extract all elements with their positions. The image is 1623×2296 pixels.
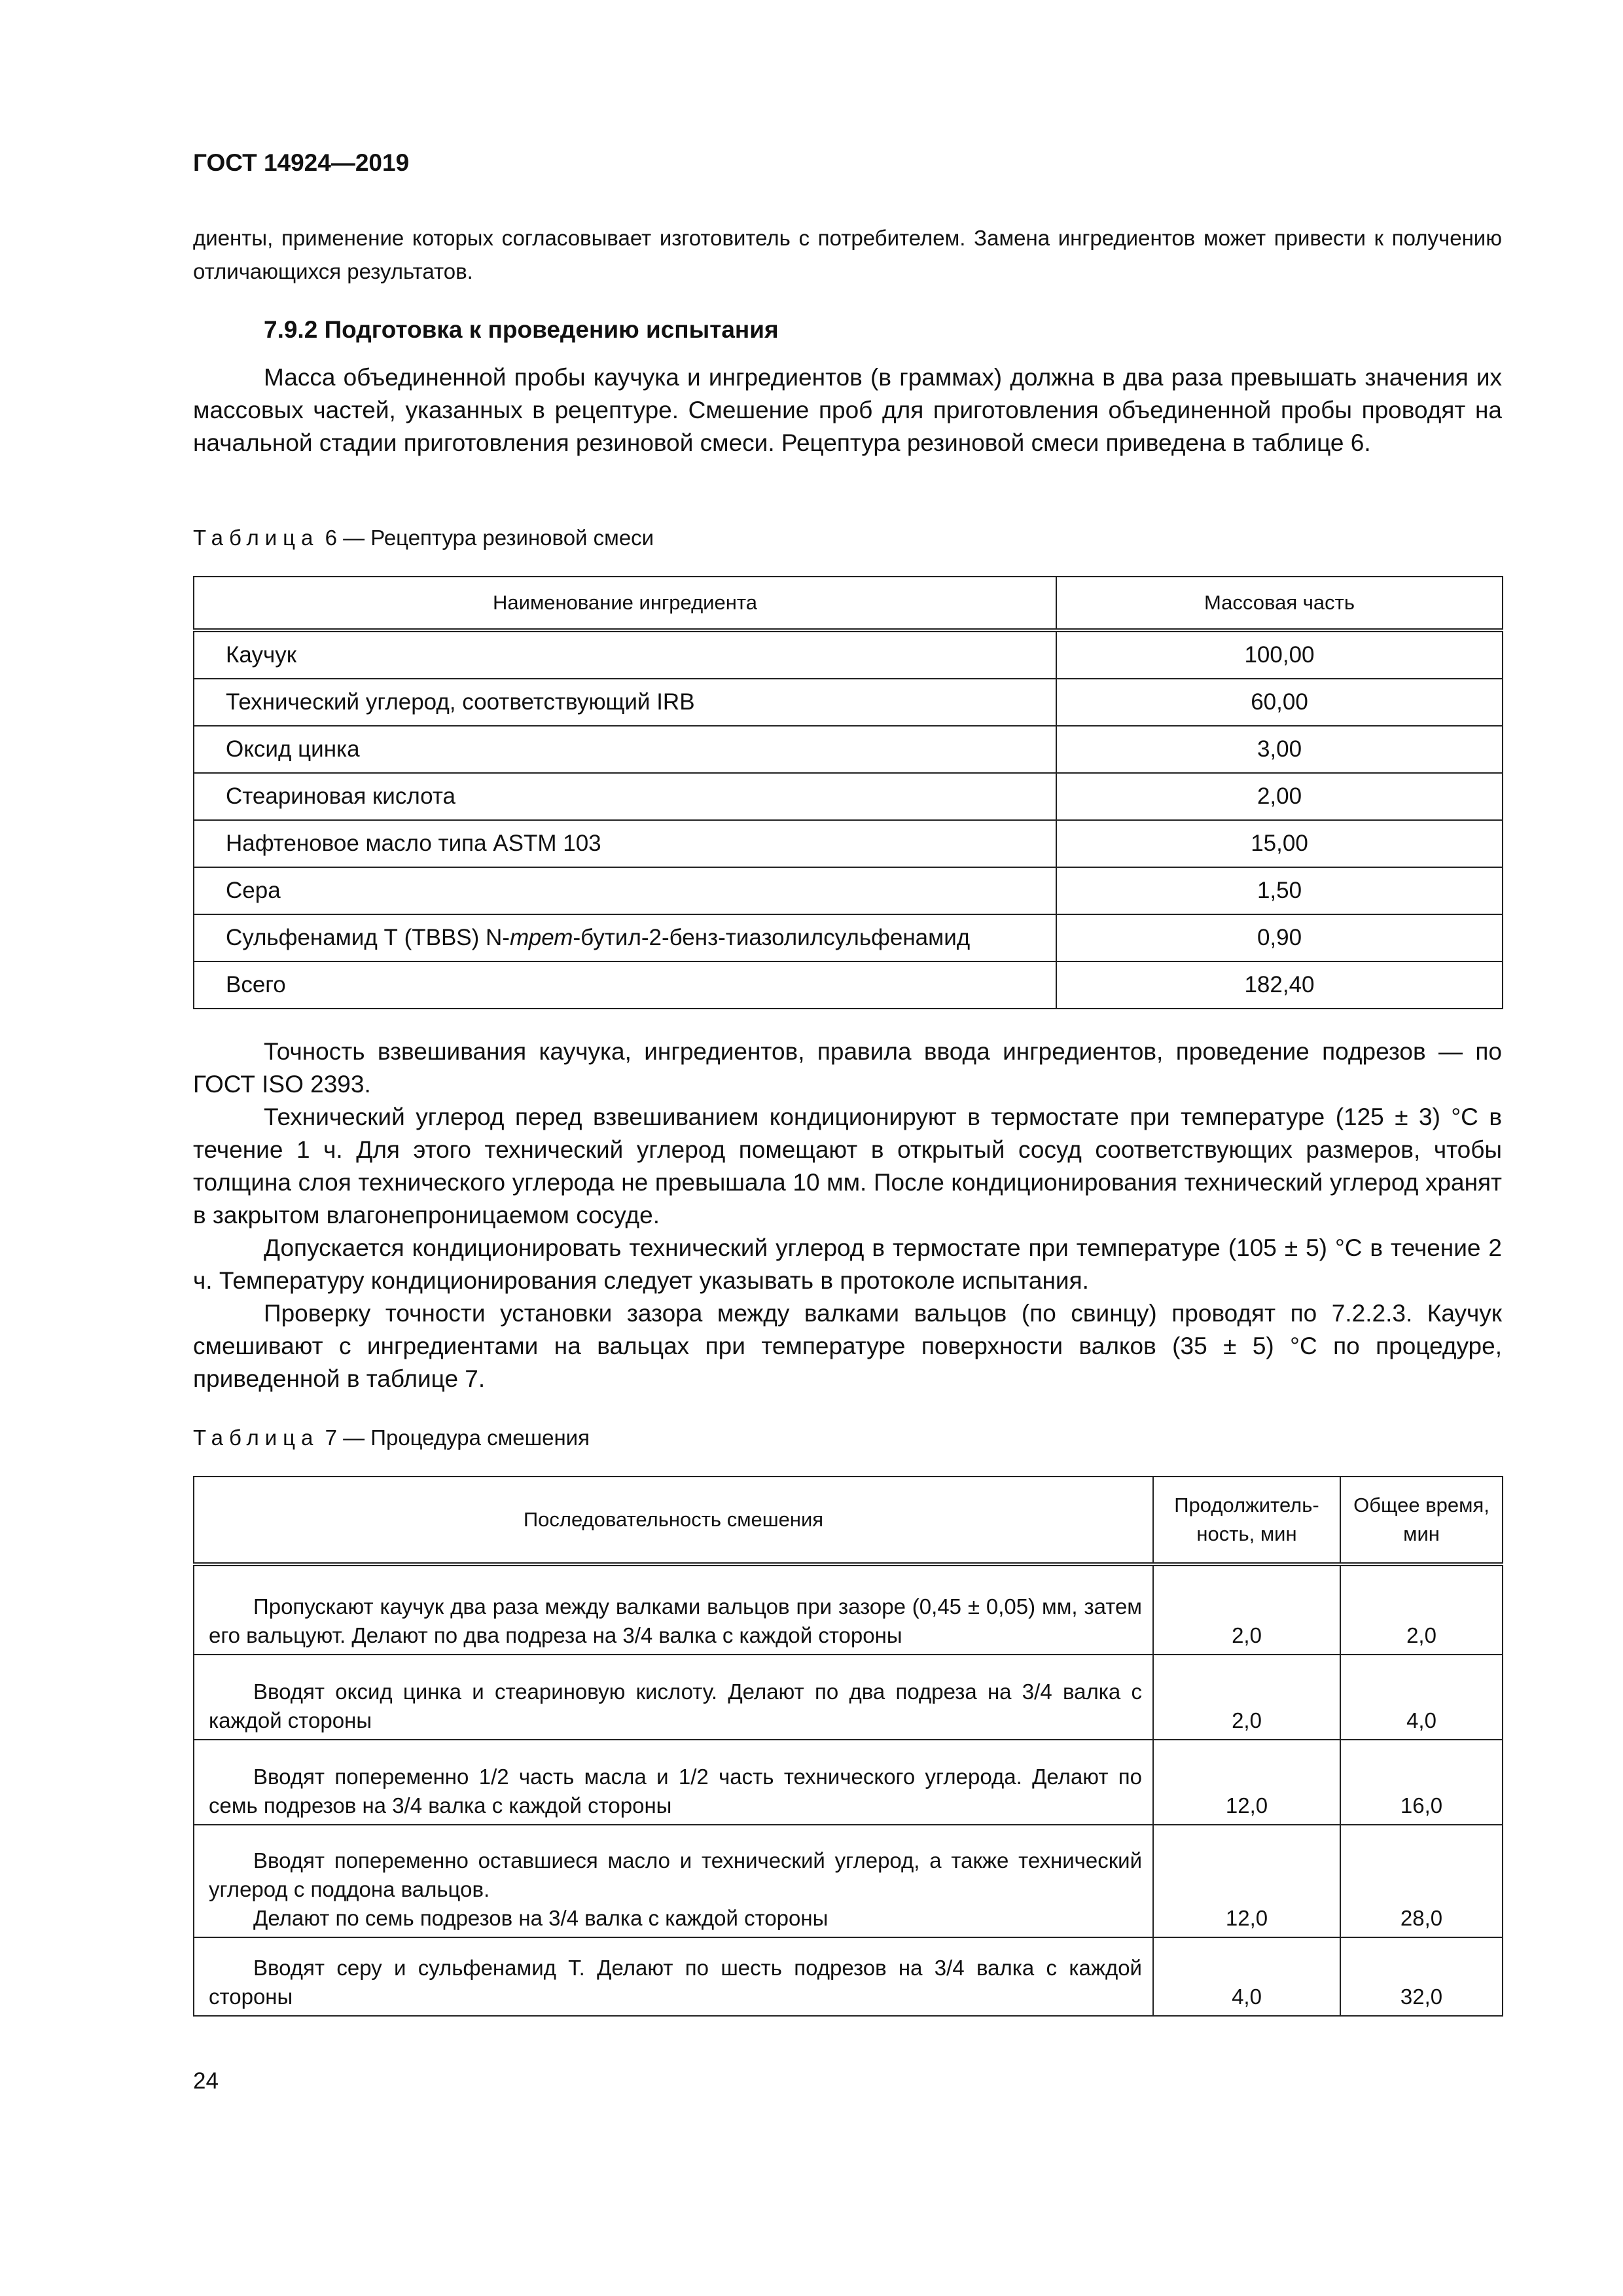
mass-part-value: 0,90 — [1056, 914, 1503, 961]
duration-value: 4,0 — [1153, 1937, 1340, 2016]
table-row — [194, 1740, 1503, 1825]
mass-part-value: 182,40 — [1056, 961, 1503, 1009]
mass-part-value: 100,00 — [1056, 630, 1503, 679]
section-title: 7.9.2 Подготовка к проведению испытания — [264, 316, 779, 343]
ingredient-name: Технический углерод, соответствующий IRB — [194, 679, 1056, 726]
duration-value: 2,0 — [1153, 1655, 1340, 1740]
column-header-total-time: Общее время, мин — [1340, 1477, 1503, 1564]
table-row — [194, 726, 1503, 773]
table-row — [194, 820, 1503, 867]
ingredient-name-italic: трет — [509, 925, 573, 950]
table6-caption-word: Таблица — [193, 526, 319, 550]
ingredient-name — [194, 914, 1056, 961]
table-row — [194, 773, 1503, 820]
paragraph-conditioning: Технический углерод перед взвешиванием кондиционируют в термостате при температуре (125 ± 3) °С в течение 1 ч. Для этого технический углерод помещают в открытый сосуд соответствующих размеров, чтобы толщина слоя технического углерода не превышала 10 мм. После кондиционирования технический углерод хранят в закрытом влагонепроницаемом сосуде. — [193, 1103, 1502, 1229]
mixing-step-text: Вводят попеременно 1/2 часть масла и 1/2 часть технического углерода. Делают по семь подрезов на 3/4 валка с каждой стороны — [209, 1765, 1142, 1818]
table7-caption-word: Таблица — [193, 1426, 319, 1450]
table-row — [194, 1825, 1503, 1937]
mixing-step — [194, 1825, 1153, 1937]
intro-text: диенты, применение которых согласовывает изготовитель с потребителем. Замена ингредиентов может привести к получению отличающихся результатов. — [193, 226, 1502, 283]
column-header-ingredient: Наименование ингредиента — [194, 577, 1056, 630]
document-header: ГОСТ 14924—2019 — [193, 149, 410, 176]
paragraph-mixing: Проверку точности установки зазора между валками вальцов (по свинцу) проводят по 7.2.2.3. Каучук смешивают с ингредиентами на вальцах при температуре поверхности валков (35 ± 5) °С по процедуре, приведенной в таблице 7. — [193, 1300, 1502, 1392]
table-row — [194, 630, 1503, 679]
ingredient-name: Каучук — [194, 630, 1056, 679]
mixing-step-text: Вводят попеременно оставшиеся масло и технический углерод, а также технический углерод с поддона вальцов. — [209, 1848, 1142, 1901]
table-row — [194, 679, 1503, 726]
body-paragraphs — [193, 1035, 1502, 1395]
column-header-sequence: Последовательность смешения — [194, 1477, 1153, 1564]
table-row-total — [194, 961, 1503, 1009]
table7-caption — [193, 1426, 1502, 1450]
section-paragraph: Масса объединенной пробы каучука и ингредиентов (в граммах) должна в два раза превышать значения их массовых частей, указанных в рецептуре. Смешение проб для приготовления объединенной пробы проводят на начальной стадии приготовления резиновой смеси. Рецептура резиновой смеси приведена в таблице 6. — [193, 364, 1502, 456]
total-time-value: 4,0 — [1340, 1655, 1503, 1740]
table-row — [194, 1564, 1503, 1655]
ingredient-name: Оксид цинка — [194, 726, 1056, 773]
table6-wrapper — [193, 576, 1502, 1009]
table-row — [194, 914, 1503, 961]
total-time-value: 28,0 — [1340, 1825, 1503, 1937]
mixing-step-text: Пропускают каучук два раза между валками вальцов при зазоре (0,45 ± 0,05) мм, затем его вальцуют. Делают по два подреза на 3/4 валка с каждой стороны — [209, 1594, 1142, 1647]
ingredient-name: Сера — [194, 867, 1056, 914]
ingredient-name-prefix: Сульфенамид Т (TBBS) N- — [226, 925, 510, 950]
table-header-row — [194, 577, 1503, 630]
duration-value: 12,0 — [1153, 1740, 1340, 1825]
mixing-step — [194, 1740, 1153, 1825]
total-time-value: 2,0 — [1340, 1564, 1503, 1655]
table-row — [194, 1655, 1503, 1740]
table-header-row — [194, 1477, 1503, 1564]
mass-part-value: 1,50 — [1056, 867, 1503, 914]
mass-part-value: 15,00 — [1056, 820, 1503, 867]
table7-caption-text: 7 — Процедура смешения — [325, 1426, 590, 1450]
paragraph-conditioning-alt: Допускается кондиционировать технический углерод в термостате при температуре (105 ± 5) °С в течение 2 ч. Температуру кондиционирования следует указывать в протоколе испытания. — [193, 1234, 1502, 1294]
column-header-duration: Продолжитель-ность, мин — [1153, 1477, 1340, 1564]
total-time-value: 16,0 — [1340, 1740, 1503, 1825]
ingredient-name: Нафтеновое масло типа ASTM 103 — [194, 820, 1056, 867]
table6-caption-text: 6 — Рецептура резиновой смеси — [325, 526, 654, 550]
mixing-step — [194, 1564, 1153, 1655]
mixing-procedure-table — [193, 1476, 1503, 2017]
total-time-value: 32,0 — [1340, 1937, 1503, 2016]
mass-part-value: 3,00 — [1056, 726, 1503, 773]
table6-caption — [193, 526, 1502, 550]
ingredient-name: Всего — [194, 961, 1056, 1009]
table-row — [194, 1937, 1503, 2016]
mixing-step — [194, 1937, 1153, 2016]
column-header-mass-part: Массовая часть — [1056, 577, 1503, 630]
ingredient-name-suffix: -бутил-2-бенз-тиазолилсульфенамид — [573, 925, 971, 950]
duration-value: 2,0 — [1153, 1564, 1340, 1655]
recipe-table — [193, 576, 1503, 1009]
table7-wrapper — [193, 1476, 1502, 2017]
mixing-step-text: Вводят оксид цинка и стеариновую кислоту. Делают по два подреза на 3/4 валка с каждой стороны — [209, 1679, 1142, 1732]
paragraph-accuracy: Точность взвешивания каучука, ингредиентов, правила ввода ингредиентов, проведение подрезов — по ГОСТ ISO 2393. — [193, 1038, 1502, 1098]
mixing-step — [194, 1655, 1153, 1740]
mixing-step-text-continued: Делают по семь подрезов на 3/4 валка с каждой стороны — [253, 1906, 829, 1930]
duration-value: 12,0 — [1153, 1825, 1340, 1937]
page-number: 24 — [193, 2068, 219, 2094]
ingredient-name: Стеариновая кислота — [194, 773, 1056, 820]
mixing-step-text: Вводят серу и сульфенамид Т. Делают по шесть подрезов на 3/4 валка с каждой стороны — [209, 1956, 1142, 2009]
mass-part-value: 2,00 — [1056, 773, 1503, 820]
table-row — [194, 867, 1503, 914]
mass-part-value: 60,00 — [1056, 679, 1503, 726]
